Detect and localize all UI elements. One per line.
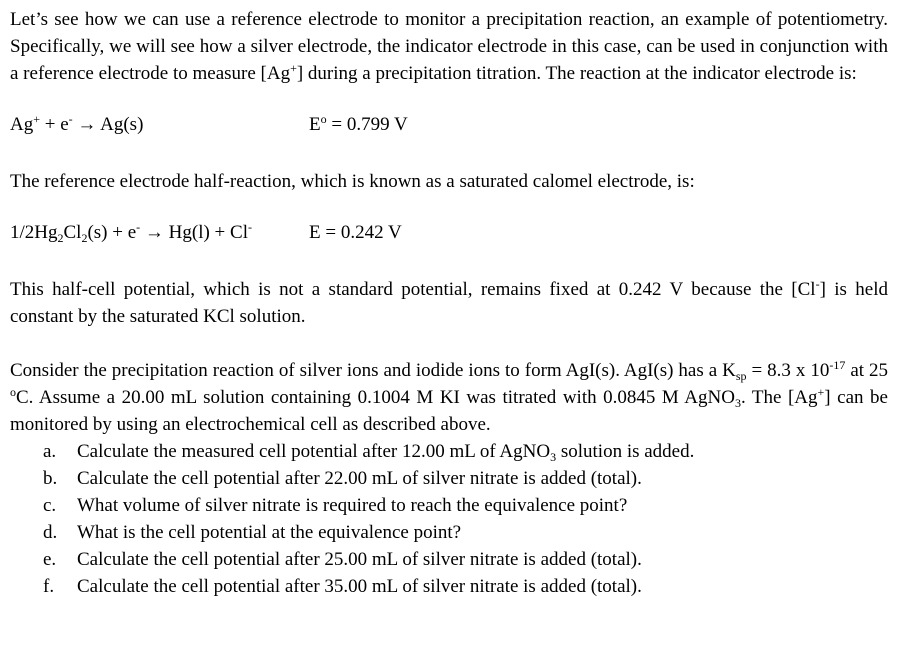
- consider-text-5: . The [Ag: [740, 387, 818, 408]
- nitrate-subscript: 3: [550, 450, 557, 464]
- question-letter: e.: [43, 549, 57, 570]
- ag-charge: +: [33, 112, 41, 126]
- question-letter: d.: [43, 522, 58, 543]
- intro-paragraph: [10, 6, 888, 87]
- chloride-charge: -: [247, 220, 252, 234]
- hg-subscript: 2: [57, 231, 64, 245]
- consider-text-4: C. Assume a 20.00 mL solution containing 0.1004 M KI was titrated with 0.0845 M AgNO: [16, 387, 735, 408]
- ag-charge-superscript: +: [290, 61, 297, 75]
- consider-text-1: Consider the precipitation reaction of silver ions and iodide ions to form AgI(s). AgI(s) has a K: [10, 360, 736, 381]
- intro-text-2: ] during a precipitation titration. The reaction at the indicator electrode is:: [296, 63, 857, 84]
- reactant-ag: Ag: [10, 114, 34, 135]
- chloride-charge: -: [815, 277, 820, 291]
- reaction-arrow-icon: →: [140, 222, 169, 243]
- indicator-reaction-equation: [10, 114, 888, 141]
- ksp-subscript: sp: [735, 369, 747, 383]
- electron-charge: -: [68, 112, 73, 126]
- intro-text-1: Let’s see how we can use a reference electrode to monitor a precipitation reaction, an example of potentiometry. Specifically, we will see how a silver electrode, the indicator electrode in this case, can be used in conjunction with a reference electrode to measure [Ag: [10, 9, 888, 84]
- question-text-end: solution is added.: [556, 441, 695, 462]
- half-cell-paragraph: [10, 276, 888, 330]
- question-b: [10, 465, 888, 492]
- reference-intro: The reference electrode half-reaction, which is known as a saturated calomel electrode, is:: [10, 171, 695, 192]
- question-letter: f.: [43, 576, 55, 597]
- consider-text-3: at 25: [845, 360, 889, 381]
- product-ag-solid: Ag(s): [100, 114, 144, 135]
- nitrate-subscript: 3: [734, 396, 741, 410]
- reaction-arrow-icon: →: [72, 114, 101, 135]
- standard-potential: [309, 114, 408, 136]
- reaction2-part4: Hg(l) + Cl: [168, 222, 248, 243]
- document-body: [10, 6, 888, 600]
- spacer: [10, 87, 888, 114]
- potential-value: = 0.799 V: [326, 114, 408, 135]
- consider-text-2: = 8.3 x 10: [746, 360, 830, 381]
- half-cell-text-2: ] is held constant by the saturated KCl solution.: [10, 279, 889, 327]
- indicator-reaction: [10, 114, 143, 136]
- question-a: [10, 438, 888, 465]
- question-e: [10, 546, 888, 573]
- ag-charge: +: [817, 385, 825, 399]
- question-letter: a.: [43, 441, 57, 462]
- question-f: [10, 573, 888, 600]
- potential-symbol: E: [309, 114, 321, 135]
- spacer: [10, 195, 888, 222]
- electron-charge: -: [136, 220, 141, 234]
- question-text: What volume of silver nitrate is required to reach the equivalence point?: [77, 495, 628, 516]
- calomel-reaction: [10, 222, 252, 244]
- calomel-potential: E = 0.242 V: [309, 222, 402, 243]
- question-text: What is the cell potential at the equivalence point?: [77, 522, 462, 543]
- question-text: Calculate the cell potential after 22.00 mL of silver nitrate is added (total).: [77, 468, 642, 489]
- ksp-exponent: -17: [829, 358, 846, 372]
- question-c: [10, 492, 888, 519]
- question-text: Calculate the cell potential after 25.00 mL of silver nitrate is added (total).: [77, 549, 642, 570]
- reaction2-part2: Cl: [63, 222, 82, 243]
- question-text: Calculate the measured cell potential after 12.00 mL of AgNO: [77, 441, 551, 462]
- question-letter: b.: [43, 468, 58, 489]
- cl-subscript: 2: [81, 231, 88, 245]
- half-cell-text-1: This half-cell potential, which is not a standard potential, remains fixed at 0.242 V because the [Cl: [10, 279, 816, 300]
- electron: + e: [40, 114, 69, 135]
- calomel-reaction-equation: [10, 222, 888, 249]
- spacer: [10, 141, 888, 168]
- question-list: [10, 438, 888, 600]
- reaction2-part1: 1/2Hg: [10, 222, 58, 243]
- consider-paragraph: [10, 357, 888, 438]
- spacer: [10, 249, 888, 276]
- consider-text-6: ] can be monitored by using an electrochemical cell as described above.: [10, 387, 888, 435]
- reaction2-part3: (s) + e: [87, 222, 137, 243]
- degree-superscript: o: [320, 112, 327, 126]
- spacer: [10, 330, 888, 357]
- question-letter: c.: [43, 495, 57, 516]
- degree-superscript: o: [10, 385, 16, 399]
- question-text: Calculate the cell potential after 35.00 mL of silver nitrate is added (total).: [77, 576, 642, 597]
- question-d: [10, 519, 888, 546]
